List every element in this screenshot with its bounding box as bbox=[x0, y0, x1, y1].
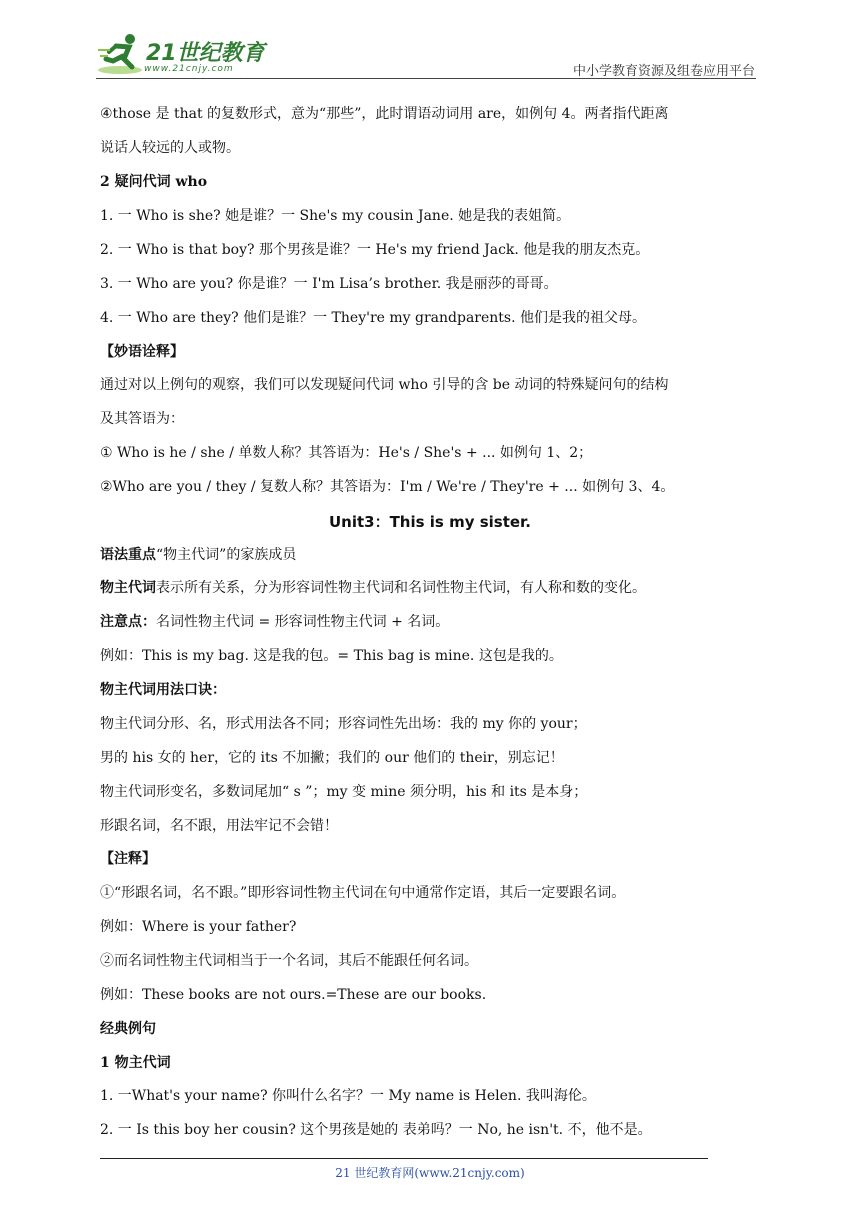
text-line bbox=[100, 545, 296, 565]
label-bold: 注意点： bbox=[100, 614, 156, 630]
example-line: 2. 一 Is this boy her cousin? 这个男孩是她的 表弟吗？一 No, he isn't. 不，他不是。 bbox=[100, 1122, 652, 1138]
text-line: 例如：These books are not ours.=These are our books. bbox=[100, 987, 487, 1003]
footer-link[interactable]: 21 世纪教育网(www.21cnjy.com) bbox=[335, 1166, 525, 1180]
logo bbox=[96, 30, 266, 78]
text-line: 说话人较远的人或物。 bbox=[100, 140, 240, 156]
text-line: ②Who are you / they / 复数人称？其答语为：I'm / We're / They're + ... 如例句 3、4。 bbox=[100, 479, 675, 495]
section-heading: 物主代词用法口诀： bbox=[100, 682, 226, 698]
example-line: 3. 一 Who are you? 你是谁？一 I'm Lisa’s brother. 我是丽莎的哥哥。 bbox=[100, 276, 558, 292]
text-line: 通过对以上例句的观察，我们可以发现疑问代词 who 引导的含 be 动词的特殊疑问句的结构 bbox=[100, 377, 669, 393]
section-heading: 【妙语诠释】 bbox=[100, 344, 184, 360]
text-line: 及其答语为： bbox=[100, 411, 184, 427]
label-text: “物主代词”的家族成员 bbox=[156, 547, 297, 563]
text-line: 例如：Where is your father? bbox=[100, 919, 297, 935]
section-heading: 【注释】 bbox=[100, 851, 156, 867]
page-header bbox=[0, 0, 860, 80]
runner-logo-icon bbox=[96, 30, 146, 78]
section-heading: 2 疑问代词 who bbox=[100, 174, 208, 190]
text-line bbox=[100, 612, 449, 632]
logo-title: 21世纪教育 bbox=[146, 41, 265, 66]
rhyme-line: 物主代词分形、名，形式用法各不同；形容词性先出场：我的 my 你的 your； bbox=[100, 716, 587, 732]
section-heading: 1 物主代词 bbox=[100, 1055, 171, 1071]
rhyme-line: 物主代词形变名，多数词尾加“ s ”；my 变 mine 须分明，his 和 its 是本身； bbox=[100, 784, 588, 800]
rhyme-line: 形跟名词，名不跟，用法牢记不会错！ bbox=[100, 818, 338, 834]
example-line: 1. 一 Who is she? 她是谁？一 She's my cousin Jane. 她是我的表姐简。 bbox=[100, 208, 571, 224]
text-line: 例如：This is my bag. 这是我的包。= This bag is mine. 这包是我的。 bbox=[100, 648, 563, 664]
rhyme-line: 男的 his 女的 her，它的 its 不加撇；我们的 our 他们的 their，别忘记！ bbox=[100, 750, 564, 766]
label-text: 表示所有关系，分为形容词性物主代词和名词性物主代词，有人称和数的变化。 bbox=[156, 580, 646, 596]
platform-name: 中小学教育资源及组卷应用平台 bbox=[572, 64, 755, 79]
section-heading: 经典例句 bbox=[100, 1021, 156, 1037]
text-line: ②而名词性物主代词相当于一个名词，其后不能跟任何名词。 bbox=[100, 953, 478, 969]
example-line: 4. 一 Who are they? 他们是谁？一 They're my grandparents. 他们是我的祖父母。 bbox=[100, 310, 647, 326]
header-divider bbox=[96, 78, 756, 79]
label-bold: 语法重点 bbox=[100, 547, 156, 563]
logo-url: www.21cnjy.com bbox=[144, 64, 234, 74]
text-line: ④those 是 that 的复数形式，意为“那些”，此时谓语动词用 are，如例句 4。两者指代距离 bbox=[100, 106, 669, 122]
unit-title: Unit3：This is my sister. bbox=[328, 513, 532, 531]
footer-divider bbox=[100, 1158, 708, 1159]
text-line: ①“形跟名词，名不跟。”即形容词性物主代词在句中通常作定语，其后一定要跟名词。 bbox=[100, 885, 626, 901]
label-text: 名词性物主代词 = 形容词性物主代词 + 名词。 bbox=[156, 614, 450, 630]
text-line: ① Who is he / she / 单数人称？其答语为：He's / She's + ... 如例句 1、2； bbox=[100, 445, 593, 461]
label-bold: 物主代词 bbox=[100, 580, 156, 596]
example-line: 1. 一What's your name? 你叫什么名字？一 My name is Helen. 我叫海伦。 bbox=[100, 1088, 596, 1104]
example-line: 2. 一 Who is that boy? 那个男孩是谁？一 He's my friend Jack. 他是我的朋友杰克。 bbox=[100, 242, 650, 258]
text-line bbox=[100, 578, 646, 598]
